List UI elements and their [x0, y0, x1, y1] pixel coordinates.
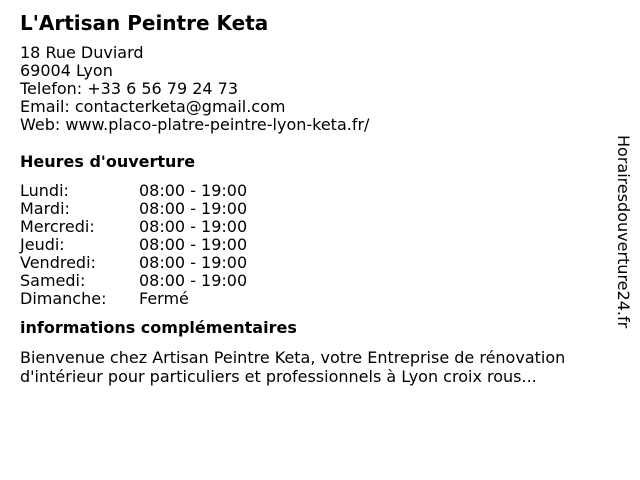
day-hours: 08:00 - 19:00: [139, 235, 248, 254]
hours-row-lundi: [20, 182, 247, 200]
business-card: [20, 10, 620, 386]
additional-info-heading: informations complémentaires: [20, 318, 297, 337]
hours-row-mercredi: [20, 218, 247, 236]
site-brand-label: Horairesdouverture24.fr: [614, 135, 633, 329]
hours-row-dimanche: [20, 290, 247, 308]
email-line: Email: contacterketa@gmail.com: [20, 97, 286, 116]
opening-hours-table: [20, 182, 247, 308]
day-hours: 08:00 - 19:00: [139, 217, 248, 236]
website-line: Web: www.placo-platre-peintre-lyon-keta.fr/: [20, 115, 370, 134]
day-label: Lundi:: [20, 181, 69, 200]
phone-line: Telefon: +33 6 56 79 24 73: [20, 79, 239, 98]
hours-row-jeudi: [20, 236, 247, 254]
day-hours: 08:00 - 19:00: [139, 253, 248, 272]
additional-info-text: Bienvenue chez Artisan Peintre Keta, votre Entreprise de rénovation d'intérieur pour particuliers et professionnels à Lyon croix rous...: [20, 348, 566, 386]
day-hours: 08:00 - 19:00: [139, 271, 248, 290]
day-hours: 08:00 - 19:00: [139, 199, 248, 218]
day-label: Mardi:: [20, 199, 70, 218]
day-hours: Fermé: [139, 289, 189, 308]
hours-row-samedi: [20, 272, 247, 290]
day-label: Samedi:: [20, 271, 86, 290]
hours-row-vendredi: [20, 254, 247, 272]
day-hours: 08:00 - 19:00: [139, 181, 248, 200]
address-street: 18 Rue Duviard: [20, 43, 144, 62]
day-label: Dimanche:: [20, 289, 107, 308]
day-label: Jeudi:: [20, 235, 65, 254]
opening-hours-heading: Heures d'ouverture: [20, 152, 196, 171]
business-name: L'Artisan Peintre Keta: [20, 11, 269, 35]
hours-row-mardi: [20, 200, 247, 218]
day-label: Mercredi:: [20, 217, 95, 236]
day-label: Vendredi:: [20, 253, 96, 272]
address-city: 69004 Lyon: [20, 61, 113, 80]
